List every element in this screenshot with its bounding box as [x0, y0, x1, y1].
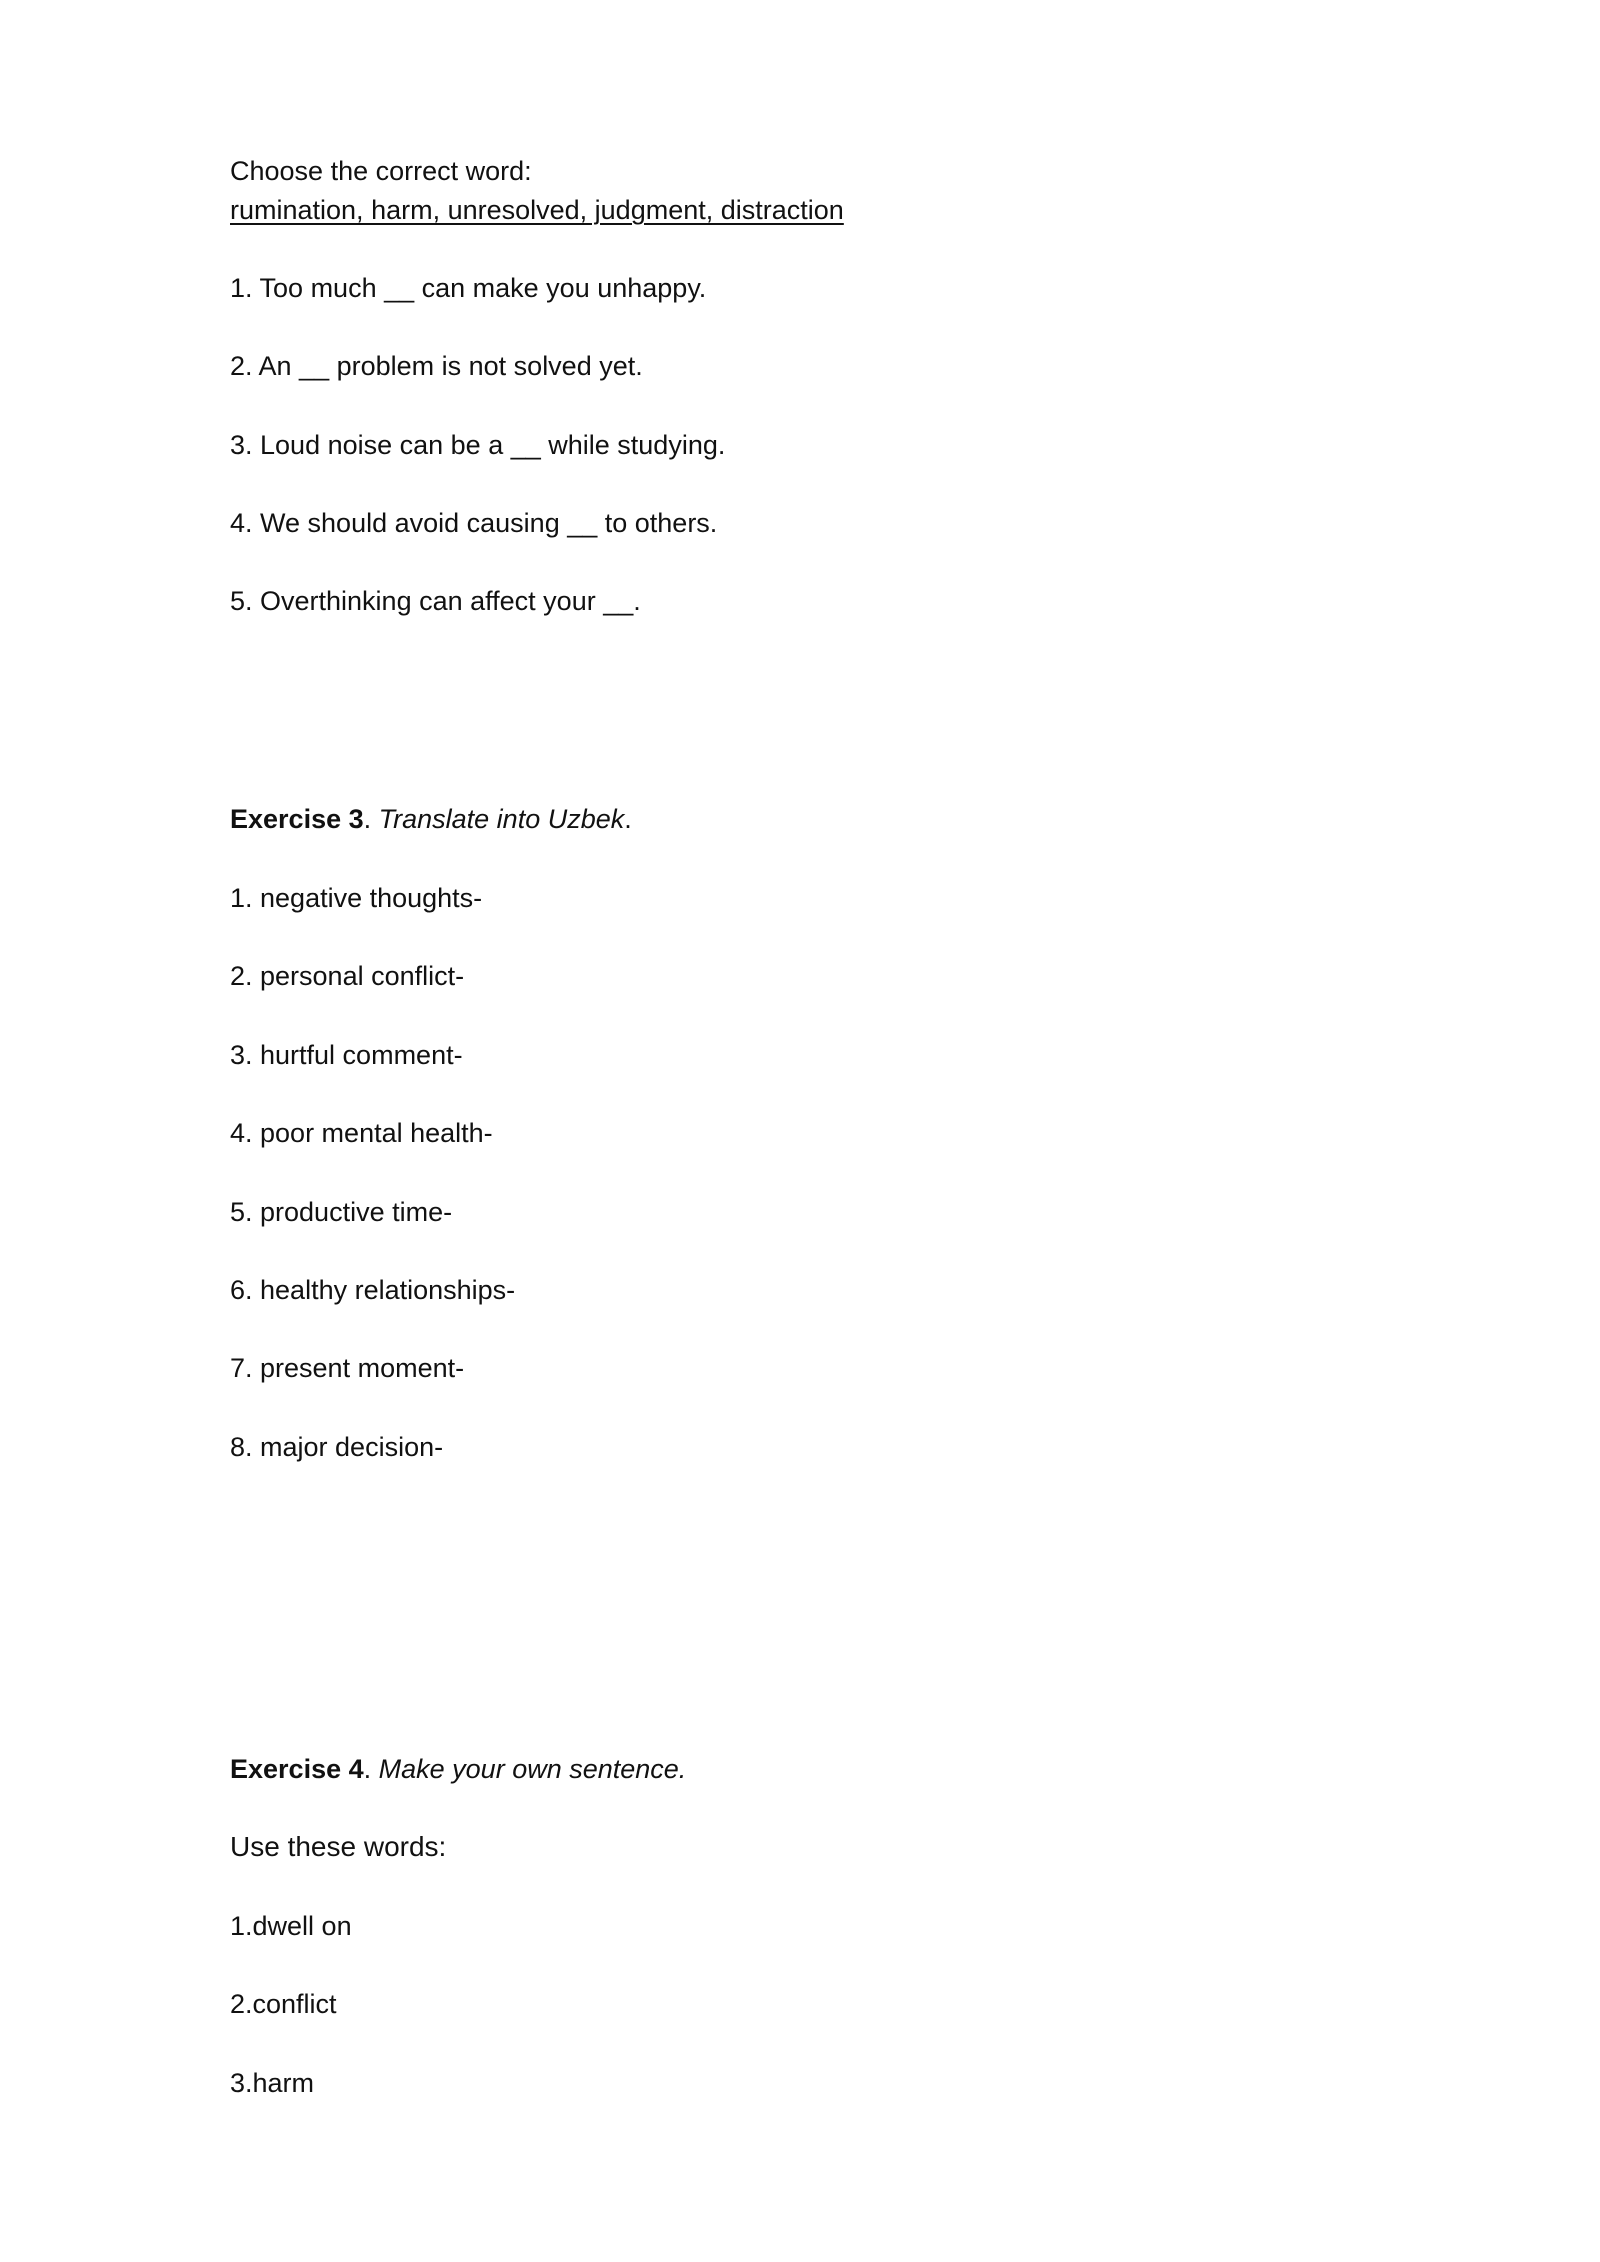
exercise-4-heading [230, 1752, 686, 1786]
translate-item-3: 3. hurtful comment- [230, 1040, 463, 1070]
fill-blank-item-4: 4. We should avoid causing __ to others. [230, 508, 718, 538]
translate-item-4: 4. poor mental health- [230, 1118, 493, 1148]
choose-word-instruction: Choose the correct word: [230, 156, 532, 186]
translate-item-1: 1. negative thoughts- [230, 883, 483, 913]
fill-blank-item-3: 3. Loud noise can be a __ while studying. [230, 430, 726, 460]
fill-blank-item-1: 1. Too much __ can make you unhappy. [230, 273, 707, 303]
exercise-4-instruction: Make your own sentence. [378, 1754, 687, 1784]
translate-item-5: 5. productive time- [230, 1197, 453, 1227]
use-words-label: Use these words: [230, 1831, 447, 1862]
sentence-word-3: 3.harm [230, 2068, 315, 2098]
exercise-4-separator: . [363, 1754, 379, 1784]
exercise-3-separator: . [363, 804, 379, 834]
translate-item-2: 2. personal conflict- [230, 961, 465, 991]
exercise-3-heading [230, 802, 632, 836]
word-bank: rumination, harm, unresolved, judgment, distraction [230, 195, 844, 225]
exercise-3-end: . [624, 804, 632, 834]
translate-item-8: 8. major decision- [230, 1432, 444, 1462]
sentence-word-2: 2.conflict [230, 1989, 337, 2019]
sentence-word-1: 1.dwell on [230, 1911, 352, 1941]
translate-item-7: 7. present moment- [230, 1353, 465, 1383]
fill-blank-item-2: 2. An __ problem is not solved yet. [230, 351, 643, 381]
fill-blank-item-5: 5. Overthinking can affect your __. [230, 586, 641, 616]
exercise-3-instruction: Translate into Uzbek [378, 804, 625, 834]
exercise-3-title: Exercise 3 [230, 804, 364, 834]
translate-item-6: 6. healthy relationships- [230, 1275, 516, 1305]
exercise-4-title: Exercise 4 [230, 1754, 364, 1784]
